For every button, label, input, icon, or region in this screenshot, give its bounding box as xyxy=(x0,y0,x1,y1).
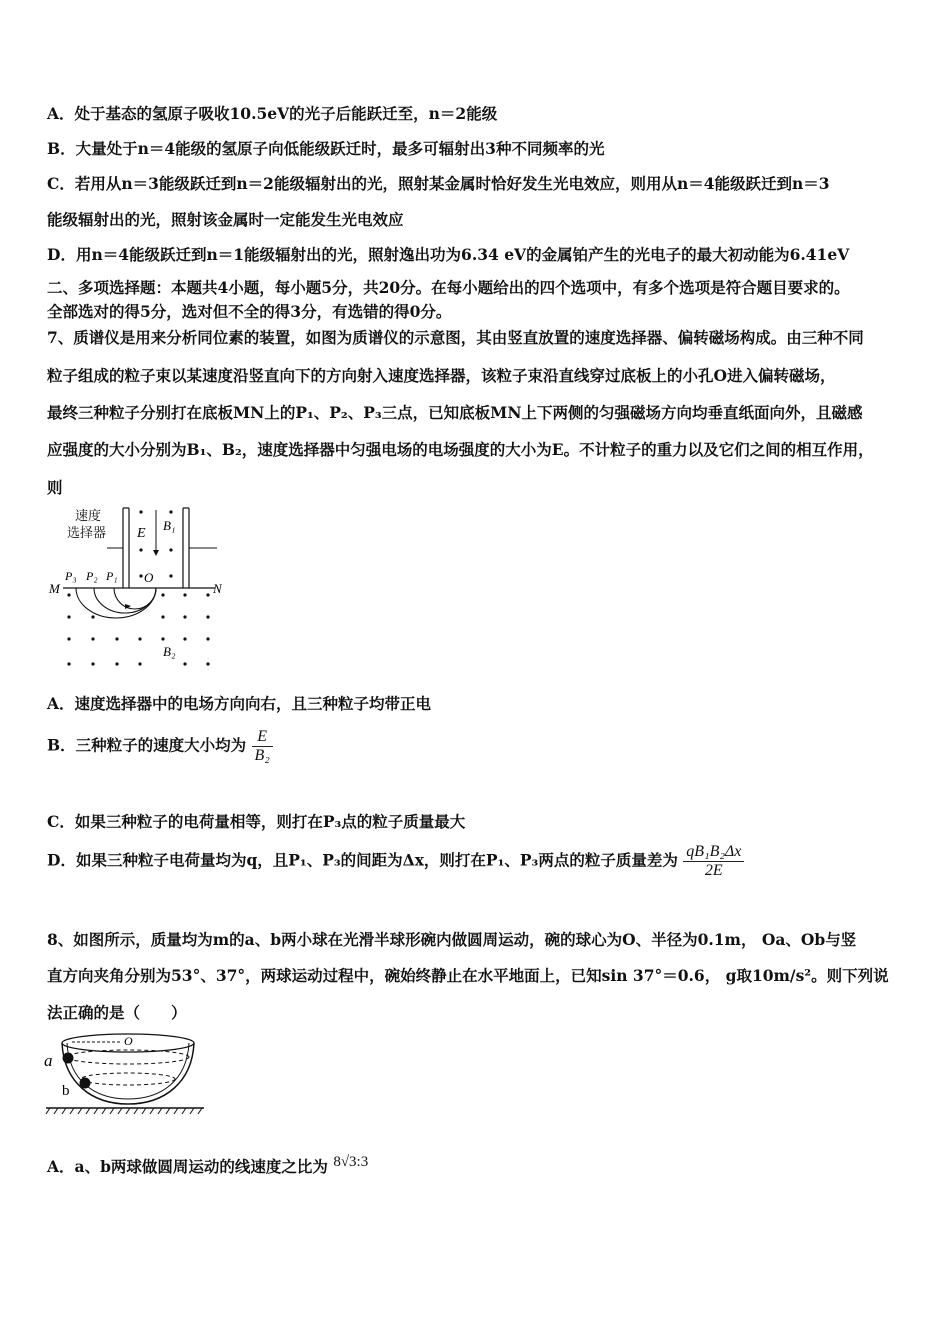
bowl-figure xyxy=(42,1028,208,1116)
ball-a xyxy=(63,1053,74,1064)
fig-label-speed: 速度 xyxy=(75,508,102,523)
q8-stem-line1: 8、如图所示，质量均为m的a、b两小球在光滑半球形碗内做圆周运动，碗的球心为O、半径为0.1m， Oa、Ob与竖 xyxy=(47,930,857,949)
fig-label-O: O xyxy=(144,570,154,585)
mass-spectrometer-figure xyxy=(45,500,235,672)
q7-option-d xyxy=(47,843,744,880)
fig-label-B2: B₂ xyxy=(163,644,176,659)
q8-option-a xyxy=(47,1155,368,1177)
deflection-field-dots xyxy=(67,593,209,665)
fig-label-selector: 选择器 xyxy=(67,525,107,540)
q7-option-b-text: B．三种粒子的速度大小均为 xyxy=(47,735,247,755)
q6-option-c-line1: C．若用从n＝3能级跃迁到n＝2能级辐射出的光，照射某金属时恰好发生光电效应，则用从n＝4能级跃迁到n＝3 xyxy=(47,174,830,193)
q6-option-b: B．大量处于n＝4能级的氢原子向低能级跃迁时，最多可辐射出3种不同频率的光 xyxy=(47,139,605,158)
q7-option-b-fraction xyxy=(252,728,273,765)
q7-stem-line5: 则 xyxy=(47,478,63,497)
q7-option-d-text: D．如果三种粒子电荷量均为q，且P₁、P₃的间距为Δx，则打在P₁、P₃两点的粒子质量差为 xyxy=(47,850,678,870)
q7-option-c: C．如果三种粒子的电荷量相等，则打在P₃点的粒子质量最大 xyxy=(47,812,466,831)
section-heading-line1: 二、多项选择题：本题共4小题，每小题5分，共20分。在每小题给出的四个选项中，有多个选项是符合题目要求的。 xyxy=(47,278,850,297)
q8-stem-line3: 法正确的是（ ） xyxy=(47,1003,187,1022)
q7-option-d-fraction xyxy=(683,843,744,880)
q6-option-c-line2: 能级辐射出的光，照射该金属时一定能发生光电效应 xyxy=(47,210,404,229)
q7-option-b-denominator: B₂ xyxy=(254,747,270,764)
fig-label-E: E xyxy=(137,526,146,541)
q6-option-a: A．处于基态的氢原子吸收10.5eV的光子后能跃迁至，n＝2能级 xyxy=(47,104,498,123)
q7-stem-line4: 应强度的大小分别为B₁、B₂，速度选择器中匀强电场的电场强度的大小为E。不计粒子的重力以及它们之间的相互作用， xyxy=(47,440,874,459)
fig-label-a: a xyxy=(44,1051,53,1070)
fig-label-P1: P₁ xyxy=(106,569,118,583)
q6-option-d: D．用n＝4能级跃迁到n＝1能级辐射出的光，照射逸出功为6.34 eV的金属铂产生的光电子的最大初动能为6.41eV xyxy=(47,245,850,264)
fig-label-P3: P₃ xyxy=(65,569,77,583)
q7-stem-line2: 粒子组成的粒子束以某速度沿竖直向下的方向射入速度选择器，该粒子束沿直线穿过底板上的小孔O进入偏转磁场， xyxy=(47,366,836,385)
q7-stem-line1: 7、质谱仪是用来分析同位素的装置，如图为质谱仪的示意图，其由竖直放置的速度选择器、偏转磁场构成。由三种不同 xyxy=(47,328,864,347)
fig-label-N: N xyxy=(213,581,222,596)
section-heading-line2: 全部选对的得5分，选对但不全的得3分，有选错的得0分。 xyxy=(47,302,452,321)
q7-option-b xyxy=(47,728,273,765)
fig-label-b: b xyxy=(62,1083,70,1099)
fig-label-B1: B₁ xyxy=(163,518,176,533)
q7-option-d-numerator: qB₁B₂Δx xyxy=(686,843,742,860)
ball-b xyxy=(80,1078,91,1089)
q8-option-a-value: 8√3:3 xyxy=(333,1154,369,1170)
q7-option-d-denominator: 2E xyxy=(704,862,723,879)
q8-option-a-text: A．a、b两球做圆周运动的线速度之比为 xyxy=(47,1157,328,1176)
q7-stem-line3: 最终三种粒子分别打在底板MN上的P₁、P₂、P₃三点，已知底板MN上下两侧的匀强磁场方向均垂直纸面向外，且磁感 xyxy=(47,403,863,422)
fig-label-o: O xyxy=(124,1034,133,1048)
q7-option-a: A．速度选择器中的电场方向向右，且三种粒子均带正电 xyxy=(47,694,432,713)
q7-option-b-numerator: E xyxy=(257,728,268,745)
fig-label-P2: P₂ xyxy=(86,569,98,583)
q8-stem-line2: 直方向夹角分别为53°、37°，两球运动过程中，碗始终静止在水平地面上，已知sin 37°＝0.6， g取10m/s²。则下列说 xyxy=(47,966,889,985)
fig-label-M: M xyxy=(49,581,60,596)
